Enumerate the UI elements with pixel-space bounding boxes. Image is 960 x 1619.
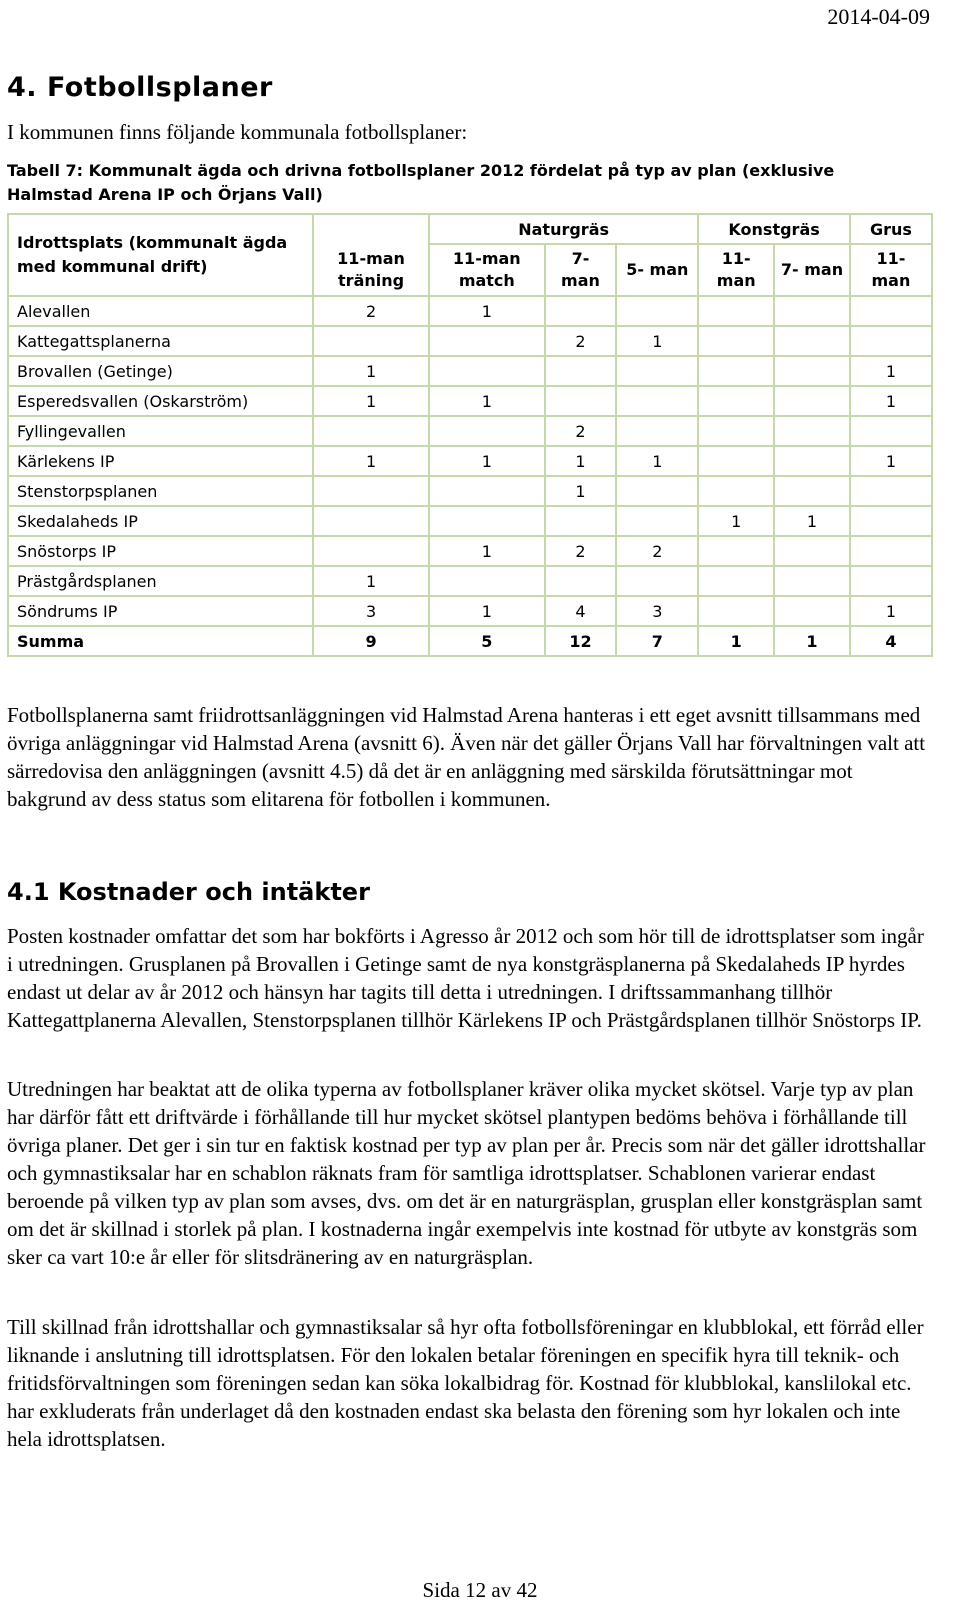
field-count-cell xyxy=(850,566,932,596)
table-group-header-empty xyxy=(313,214,429,244)
field-count-cell xyxy=(698,596,774,626)
field-count-cell: 1 xyxy=(313,446,429,476)
table-column-header: 11- man xyxy=(698,244,774,296)
field-count-cell xyxy=(698,326,774,356)
field-count-cell xyxy=(850,506,932,536)
field-count-cell xyxy=(698,416,774,446)
field-count-cell: 1 xyxy=(429,596,545,626)
field-count-cell: 1 xyxy=(698,506,774,536)
field-count-cell xyxy=(545,386,617,416)
document-date: 2014-04-09 xyxy=(827,4,930,29)
subsection-heading: 4.1 Kostnader och intäkter xyxy=(7,878,370,906)
field-count-cell: 1 xyxy=(429,536,545,566)
table-body xyxy=(8,296,932,656)
field-count-cell xyxy=(774,566,850,596)
table-group-header-row xyxy=(8,214,932,244)
field-count-cell: 1 xyxy=(313,386,429,416)
table-row xyxy=(8,536,932,566)
field-count-cell: 2 xyxy=(545,536,617,566)
table-group-header: Naturgräs xyxy=(429,214,698,244)
table-corner-header: Idrottsplats (kommunalt ägda med kommunal drift) xyxy=(8,214,313,296)
field-count-cell xyxy=(698,566,774,596)
field-count-cell xyxy=(429,506,545,536)
field-count-cell: 1 xyxy=(616,446,698,476)
sum-cell: 5 xyxy=(429,626,545,656)
field-count-cell xyxy=(850,536,932,566)
field-count-cell: 1 xyxy=(616,326,698,356)
field-count-cell xyxy=(616,296,698,326)
field-count-cell xyxy=(698,476,774,506)
table-column-header: 7- man xyxy=(774,244,850,296)
field-count-cell: 1 xyxy=(850,446,932,476)
field-count-cell: 3 xyxy=(616,596,698,626)
table-row xyxy=(8,446,932,476)
table-caption: Tabell 7: Kommunalt ägda och drivna fotbollsplaner 2012 fördelat på typ av plan (exklusive Halmstad Arena IP och Örjans Vall) xyxy=(7,161,835,204)
field-count-cell xyxy=(616,416,698,446)
facility-name: Fyllingevallen xyxy=(8,416,313,446)
table-row xyxy=(8,386,932,416)
sum-cell: 4 xyxy=(850,626,932,656)
table-row xyxy=(8,356,932,386)
field-count-cell: 1 xyxy=(545,476,617,506)
field-count-cell xyxy=(850,416,932,446)
field-count-cell: 2 xyxy=(313,296,429,326)
field-count-cell xyxy=(429,476,545,506)
field-count-cell: 2 xyxy=(545,326,617,356)
table-column-header: 5- man xyxy=(616,244,698,296)
field-count-cell xyxy=(774,446,850,476)
football-fields-table xyxy=(7,213,933,657)
field-count-cell xyxy=(774,326,850,356)
field-count-cell: 1 xyxy=(774,506,850,536)
field-count-cell xyxy=(545,506,617,536)
section-intro: I kommunen finns följande kommunala fotbollsplaner: xyxy=(7,120,468,144)
facility-name: Brovallen (Getinge) xyxy=(8,356,313,386)
field-count-cell xyxy=(545,296,617,326)
field-count-cell xyxy=(545,356,617,386)
field-count-cell xyxy=(850,326,932,356)
facility-name: Snöstorps IP xyxy=(8,536,313,566)
paragraph-costs: Posten kostnader omfattar det som har bokförts i Agresso år 2012 och som hör till de idrottsplatser som ingår i utredningen. Grusplanen på Brovallen i Getinge samt de nya konstgräsplanerna på Skedalaheds IP hyrdes endast ut delar av år 2012 och hänsyn har tagits till detta i utredningen. I driftssammanhang tillhör Kattegattplanerna Alevallen, Stenstorpsplanen tillhör Kärlekens IP och Prästgårdsplanen tillhör Snöstorps IP. xyxy=(7,924,924,1032)
field-count-cell xyxy=(313,476,429,506)
table-row xyxy=(8,506,932,536)
field-count-cell xyxy=(429,326,545,356)
field-count-cell xyxy=(698,386,774,416)
field-count-cell: 1 xyxy=(850,596,932,626)
field-count-cell xyxy=(698,536,774,566)
paragraph-maintenance: Utredningen har beaktat att de olika typerna av fotbollsplaner kräver olika mycket skötsel. Varje typ av plan har därför fått ett driftvärde i förhållande till hur mycket skötsel plantypen bedöms behöva i förhållande till övriga planer. Det ger i sin tur en faktisk kostnad per typ av plan per år. Precis som när det gäller idrottshallar och gymnastiksalar har en schablon räknats fram för samtliga idrottsplatser. Schablonen varierar endast beroende på vilken typ av plan som avses, dvs. om det är en naturgräsplan, grusplan eller konstgräsplan samt om det är skillnad i storlek på plan. I kostnaderna ingår exempelvis inte kostnad för utbyte av konstgräs som sker ca vart 10:e år eller för slitsdränering av en naturgräsplan. xyxy=(7,1077,926,1269)
table-column-header: 11- man xyxy=(850,244,932,296)
field-count-cell xyxy=(698,446,774,476)
field-count-cell: 2 xyxy=(616,536,698,566)
field-count-cell: 1 xyxy=(313,566,429,596)
field-count-cell xyxy=(429,566,545,596)
facility-name: Skedalaheds IP xyxy=(8,506,313,536)
field-count-cell xyxy=(616,566,698,596)
field-count-cell: 1 xyxy=(545,446,617,476)
paragraph-club-premises: Till skillnad från idrottshallar och gymnastiksalar så hyr ofta fotbollsföreningar en klubblokal, ett förråd eller liknande i anslutning till idrottsplatsen. För den lokalen betalar föreningen en specifik hyra till teknik- och fritidsförvaltningen som föreningen sedan kan söka lokalbidrag för. Kostnad för klubblokal, kanslilokal etc. har exkluderats från underlaget då den kostnaden endast ska belasta den förening som hyr lokalen och inte hela idrottsplatsen. xyxy=(7,1315,924,1451)
field-count-cell: 1 xyxy=(429,386,545,416)
field-count-cell xyxy=(616,356,698,386)
field-count-cell xyxy=(313,536,429,566)
field-count-cell xyxy=(313,326,429,356)
field-count-cell xyxy=(774,386,850,416)
table-row xyxy=(8,416,932,446)
field-count-cell xyxy=(850,476,932,506)
table-row xyxy=(8,296,932,326)
sum-cell: 12 xyxy=(545,626,617,656)
table-column-header: 7- man xyxy=(545,244,617,296)
field-count-cell: 1 xyxy=(850,356,932,386)
table-column-header: 11-man match xyxy=(429,244,545,296)
table-group-header: Grus xyxy=(850,214,932,244)
field-count-cell: 2 xyxy=(545,416,617,446)
table-row xyxy=(8,596,932,626)
table-row xyxy=(8,566,932,596)
section-heading: 4. Fotbollsplaner xyxy=(7,72,273,103)
field-count-cell xyxy=(429,416,545,446)
field-count-cell xyxy=(545,566,617,596)
table-column-header: 11-man träning xyxy=(313,244,429,296)
table-row xyxy=(8,476,932,506)
field-count-cell xyxy=(616,386,698,416)
table-sum-row xyxy=(8,626,932,656)
field-count-cell xyxy=(774,476,850,506)
facility-name: Söndrums IP xyxy=(8,596,313,626)
field-count-cell xyxy=(616,476,698,506)
sum-cell: 7 xyxy=(616,626,698,656)
sum-cell: 1 xyxy=(698,626,774,656)
field-count-cell xyxy=(313,506,429,536)
field-count-cell xyxy=(698,296,774,326)
field-count-cell: 1 xyxy=(850,386,932,416)
field-count-cell xyxy=(774,536,850,566)
field-count-cell: 1 xyxy=(313,356,429,386)
field-count-cell xyxy=(698,356,774,386)
sum-label: Summa xyxy=(8,626,313,656)
field-count-cell: 1 xyxy=(429,446,545,476)
table-group-header: Konstgräs xyxy=(698,214,850,244)
facility-name: Kärlekens IP xyxy=(8,446,313,476)
field-count-cell xyxy=(774,416,850,446)
sum-cell: 1 xyxy=(774,626,850,656)
facility-name: Esperedsvallen (Oskarström) xyxy=(8,386,313,416)
table-row xyxy=(8,326,932,356)
field-count-cell xyxy=(429,356,545,386)
facility-name: Stenstorpsplanen xyxy=(8,476,313,506)
field-count-cell xyxy=(616,506,698,536)
sum-cell: 9 xyxy=(313,626,429,656)
field-count-cell: 3 xyxy=(313,596,429,626)
field-count-cell: 4 xyxy=(545,596,617,626)
field-count-cell xyxy=(774,356,850,386)
facility-name: Kattegattsplanerna xyxy=(8,326,313,356)
paragraph-arena: Fotbollsplanerna samt friidrottsanläggningen vid Halmstad Arena hanteras i ett eget avsnitt tillsammans med övriga anläggningar vid Halmstad Arena (avsnitt 6). Även när det gäller Örjans Vall har förvaltningen valt att särredovisa den anläggningen (avsnitt 4.5) då det är en anläggning med särskilda förutsättningar mot bakgrund av dess status som elitarena för fotbollen i kommunen. xyxy=(7,703,926,811)
page-number: Sida 12 av 42 xyxy=(422,1578,538,1602)
field-count-cell xyxy=(774,596,850,626)
facility-name: Prästgårdsplanen xyxy=(8,566,313,596)
facility-name: Alevallen xyxy=(8,296,313,326)
field-count-cell xyxy=(313,416,429,446)
field-count-cell: 1 xyxy=(429,296,545,326)
field-count-cell xyxy=(774,296,850,326)
field-count-cell xyxy=(850,296,932,326)
